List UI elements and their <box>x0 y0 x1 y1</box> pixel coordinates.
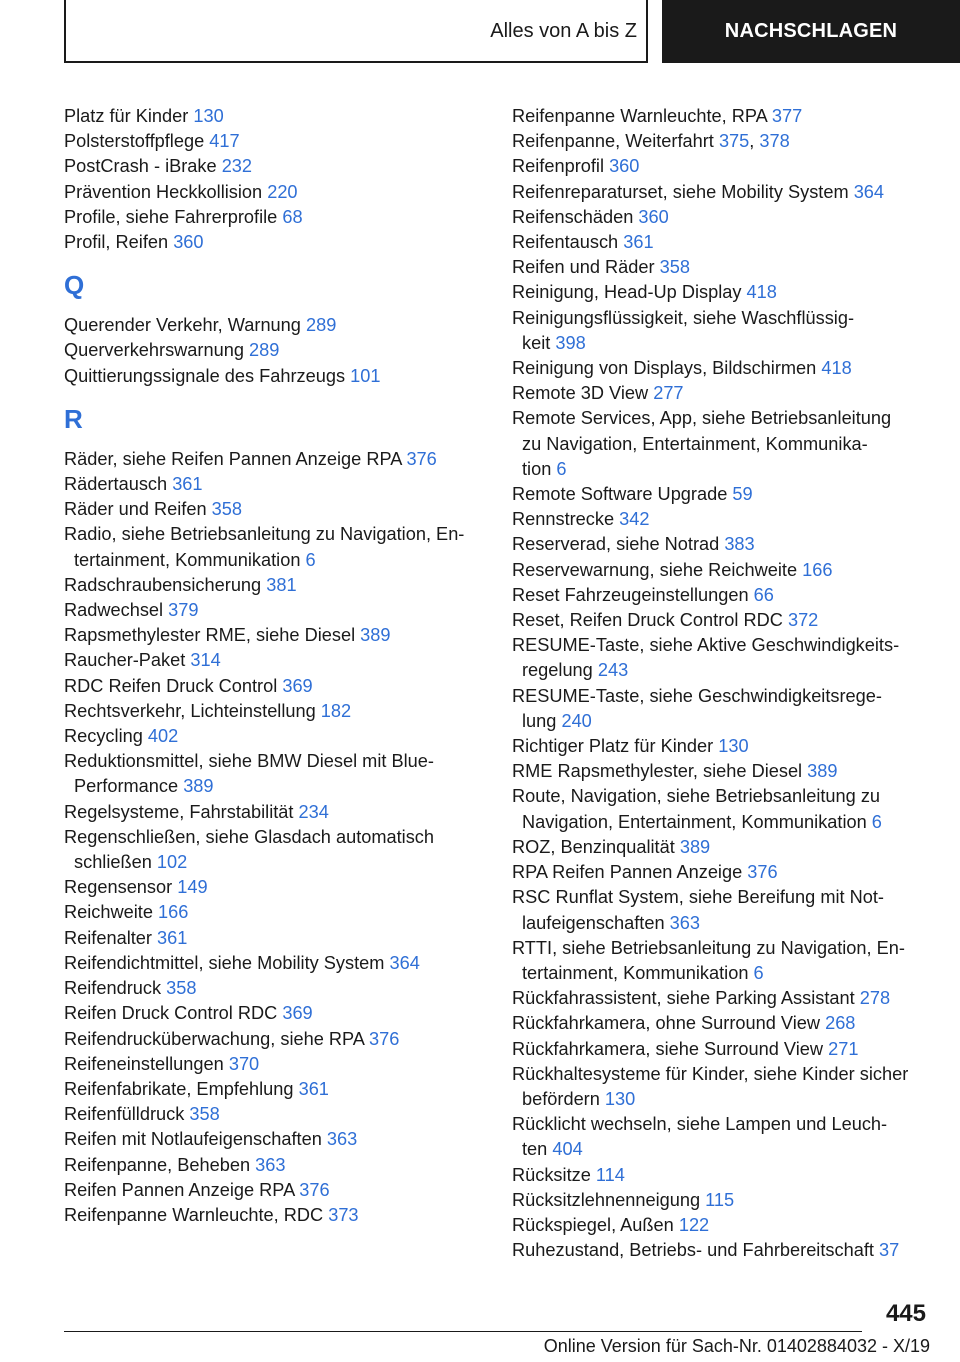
index-entry <box>64 1027 484 1052</box>
index-entry <box>64 1127 484 1152</box>
index-entry <box>64 1077 484 1102</box>
index-entry <box>64 1052 484 1077</box>
entry-text: schließen <box>74 852 152 873</box>
entry-text: Reifenschäden <box>512 206 634 227</box>
index-entry <box>64 154 484 179</box>
entry-text: Reservewarnung, siehe Reichweite <box>512 559 798 580</box>
page-link[interactable]: 376 <box>747 862 778 883</box>
index-entry <box>512 784 932 834</box>
entry-text: Remote Software Upgrade <box>512 484 728 505</box>
page-link[interactable]: 381 <box>266 574 297 595</box>
entry-text: Regensensor <box>64 877 173 898</box>
index-entry <box>512 532 932 557</box>
entry-text: Polsterstoffpflege <box>64 131 205 152</box>
page-link[interactable]: 360 <box>638 206 669 227</box>
entry-text: PostCrash - iBrake <box>64 156 217 177</box>
entry-text: tertainment, Kommunikation <box>74 549 301 570</box>
page-link[interactable]: 130 <box>193 106 224 126</box>
page-link[interactable]: 114 <box>595 1164 625 1185</box>
page-link[interactable]: 418 <box>821 358 852 379</box>
index-entry <box>512 1037 932 1062</box>
entry-text: RESUME-Taste, siehe Geschwindigkeitsrege- <box>512 685 882 706</box>
index-entry <box>64 976 484 1001</box>
index-entry <box>512 104 932 129</box>
index-entry <box>64 447 484 472</box>
index-entry <box>512 558 932 583</box>
page-link[interactable]: 59 <box>732 484 753 505</box>
page-link[interactable]: 361 <box>298 1078 329 1099</box>
entry-text: Reichweite <box>64 902 153 923</box>
index-entry <box>64 1102 484 1127</box>
page-link[interactable]: 389 <box>807 761 838 782</box>
page-link[interactable]: 232 <box>221 156 253 177</box>
entry-text: Reduktionsmittel, siehe BMW Diesel mit Blue- <box>64 751 434 772</box>
entry-text: RESUME-Taste, siehe Aktive Geschwindigkeits- <box>512 635 900 656</box>
page-link[interactable]: 369 <box>282 1003 313 1024</box>
index-entry <box>64 926 484 951</box>
entry-text: Räder und Reifen <box>64 499 207 520</box>
index-entry <box>512 482 932 507</box>
entry-text: Remote 3D View <box>512 383 649 404</box>
page-link[interactable]: 363 <box>669 912 701 933</box>
index-entry <box>512 406 932 482</box>
page-link[interactable]: 6 <box>871 811 882 832</box>
page-link[interactable]: 417 <box>209 131 240 152</box>
entry-text: Reifen Pannen Anzeige RPA <box>64 1179 295 1200</box>
section-tab-nachschlagen: NACHSCHLAGEN <box>662 0 960 63</box>
page-link[interactable]: 364 <box>853 181 885 202</box>
index-entry <box>64 699 484 724</box>
index-entry <box>512 1062 932 1112</box>
page-link[interactable]: 358 <box>166 978 197 999</box>
index-entry: Reifenpanne, Weiterfahrt 375, 378 <box>512 131 790 152</box>
page-link[interactable]: 373 <box>328 1204 359 1225</box>
page-link[interactable]: 130 <box>604 1088 636 1109</box>
entry-text: Navigation, Entertainment, Kommunikation <box>522 811 867 832</box>
entry-text: befördern <box>522 1088 600 1109</box>
page-link[interactable]: 361 <box>157 927 188 948</box>
entry-text: Reserverad, siehe Notrad <box>512 534 720 555</box>
page-link[interactable]: 6 <box>305 549 316 570</box>
entry-text: Performance <box>74 776 179 797</box>
page-link[interactable]: 314 <box>190 650 221 671</box>
entry-text: Reifen Druck Control RDC <box>64 1003 278 1024</box>
index-letter-heading: Q <box>64 270 85 301</box>
index-entry <box>512 1163 932 1188</box>
page-link[interactable]: 268 <box>825 1013 856 1034</box>
index-entry <box>512 936 932 986</box>
page-link[interactable]: 379 <box>168 600 199 621</box>
entry-text: Rücksitzlehnenneigung <box>512 1189 701 1210</box>
index-entry <box>64 180 484 205</box>
index-entry <box>512 1011 932 1036</box>
index-column-right <box>512 104 932 1263</box>
page-link[interactable]: 376 <box>406 448 437 469</box>
index-entry <box>512 885 932 935</box>
page-link[interactable]: 278 <box>859 988 891 1009</box>
index-entry <box>512 381 932 406</box>
index-entry <box>64 338 484 363</box>
index-entry <box>64 573 484 598</box>
page-link[interactable]: 418 <box>746 282 777 303</box>
index-entry <box>64 875 484 900</box>
page-link[interactable]: 377 <box>771 106 803 126</box>
entry-text: Quittierungssignale des Fahrzeugs <box>64 365 346 386</box>
index-entry <box>64 724 484 749</box>
index-entry <box>512 306 932 356</box>
page-link[interactable]: 243 <box>597 660 629 681</box>
index-entry <box>64 1203 484 1228</box>
entry-text: Reinigung, Head-Up Display <box>512 282 742 303</box>
entry-text: Rückfahrassistent, siehe Parking Assistant <box>512 988 855 1009</box>
page-number: 445 <box>885 1300 926 1327</box>
index-entry <box>64 598 484 623</box>
index-entry <box>64 825 484 875</box>
entry-text: RPA Reifen Pannen Anzeige <box>512 862 743 883</box>
page-link[interactable]: 370 <box>228 1053 260 1074</box>
page-link[interactable]: 101 <box>350 365 381 386</box>
index-entry <box>64 129 484 154</box>
index-entry <box>512 860 932 885</box>
page-link[interactable]: 358 <box>189 1104 220 1125</box>
entry-text: Ruhezustand, Betriebs- und Fahrbereitschaft <box>512 1240 874 1261</box>
index-letter-heading: R <box>64 403 83 434</box>
page-link[interactable]: 115 <box>705 1189 735 1210</box>
page-link[interactable]: 102 <box>156 852 188 873</box>
entry-text: Reifenfülldruck <box>64 1104 185 1125</box>
page-link[interactable]: 66 <box>753 584 774 605</box>
entry-text: Rapsmethylester RME, siehe Diesel <box>64 625 356 646</box>
entry-text: RTTI, siehe Betriebsanleitung zu Navigation, En- <box>512 937 905 958</box>
page-link[interactable]: 240 <box>561 710 592 731</box>
entry-text: Reifenprofil <box>512 156 604 177</box>
entry-text: lung <box>522 710 557 731</box>
entry-text: Reifendruck <box>64 978 162 999</box>
index-entry <box>64 674 484 699</box>
index-entry <box>64 749 484 799</box>
entry-text: Reinigung von Displays, Bildschirmen <box>512 358 817 379</box>
entry-text: Rücksitze <box>512 1164 591 1185</box>
entry-text: keit <box>522 332 551 353</box>
page-link[interactable]: 166 <box>158 902 189 923</box>
index-entry <box>512 230 932 255</box>
entry-text: Profile, siehe Fahrerprofile <box>64 206 278 227</box>
index-entry <box>64 1001 484 1026</box>
page-link[interactable]: 404 <box>552 1139 583 1160</box>
index-entry <box>64 364 484 389</box>
entry-text: Reifen mit Notlaufeigenschaften <box>64 1129 322 1150</box>
entry-text: Regelsysteme, Fahrstabilität <box>64 801 294 822</box>
entry-text: Radschraubensicherung <box>64 574 262 595</box>
index-entry <box>64 313 484 338</box>
page-link[interactable]: 378 <box>759 131 790 152</box>
entry-text: Reifen und Räder <box>512 257 655 278</box>
entry-text: tertainment, Kommunikation <box>522 962 749 983</box>
index-entry <box>512 684 932 734</box>
entry-text: Rücklicht wechseln, siehe Lampen und Leuch- <box>512 1114 888 1135</box>
entry-text: Reifenfabrikate, Empfehlung <box>64 1078 294 1099</box>
entry-text: RDC Reifen Druck Control <box>64 675 278 696</box>
index-entry <box>512 734 932 759</box>
index-entry <box>64 648 484 673</box>
index-entry <box>512 986 932 1011</box>
page-link[interactable]: 6 <box>753 962 764 983</box>
page-link[interactable]: 182 <box>320 700 352 721</box>
index-entry <box>512 633 932 683</box>
index-entry <box>64 951 484 976</box>
entry-text: ten <box>522 1139 548 1160</box>
entry-text: Reifenalter <box>64 927 152 948</box>
page-link[interactable]: 360 <box>609 156 640 177</box>
entry-text: Raucher-Paket <box>64 650 186 671</box>
page-link[interactable]: 277 <box>653 383 684 404</box>
entry-text: RME Rapsmethylester, siehe Diesel <box>512 761 803 782</box>
entry-text: Recycling <box>64 726 143 747</box>
entry-text: Reifenreparaturset, siehe Mobility System <box>512 181 849 202</box>
entry-text: tion <box>522 458 552 479</box>
page-link[interactable]: 358 <box>659 257 690 278</box>
page-link[interactable]: 361 <box>623 232 654 253</box>
entry-text: Räder, siehe Reifen Pannen Anzeige RPA <box>64 448 402 469</box>
index-entry <box>64 1178 484 1203</box>
entry-text: laufeigenschaften <box>522 912 665 933</box>
page-link[interactable]: 289 <box>305 315 337 336</box>
entry-text: Reset Fahrzeugeinstellungen <box>512 584 749 605</box>
chapter-subtitle: Alles von A bis Z <box>490 20 637 42</box>
index-entry <box>64 230 484 255</box>
index-entry <box>512 205 932 230</box>
page-link[interactable]: 389 <box>360 625 391 646</box>
entry-text: Reifenpanne Warnleuchte, RPA <box>512 106 767 126</box>
index-entry <box>64 1153 484 1178</box>
online-version-note: Online Version für Sach-Nr. 01402884032 - X/19 <box>543 1336 930 1356</box>
page-link[interactable]: 364 <box>389 952 420 973</box>
page-link[interactable]: 369 <box>282 675 313 696</box>
entry-text: Reset, Reifen Druck Control RDC <box>512 610 783 631</box>
page-link[interactable]: 149 <box>177 877 208 898</box>
page-link[interactable]: 389 <box>183 776 214 797</box>
page-link[interactable]: 375 <box>718 131 750 152</box>
index-entry <box>512 180 932 205</box>
entry-text: Profil, Reifen <box>64 232 169 253</box>
page-link[interactable]: 130 <box>718 736 749 757</box>
entry-text: Reifenpanne Warnleuchte, RDC <box>64 1204 324 1225</box>
index-entry <box>64 472 484 497</box>
index-entry <box>512 255 932 280</box>
entry-text: Rückfahrkamera, siehe Surround View <box>512 1038 824 1059</box>
entry-text: Prävention Heckkollision <box>64 181 263 202</box>
index-entry <box>64 800 484 825</box>
entry-text: Reifenpanne, Beheben <box>64 1154 251 1175</box>
entry-text: Radwechsel <box>64 600 164 621</box>
page-link[interactable]: 166 <box>802 559 833 580</box>
page-link[interactable]: 68 <box>282 206 303 227</box>
page-link[interactable]: 37 <box>879 1240 900 1261</box>
entry-text: Reifentausch <box>512 232 619 253</box>
index-entry <box>512 1238 932 1263</box>
index-entry <box>512 1213 932 1238</box>
page-link[interactable]: 234 <box>298 801 329 822</box>
entry-text: Rädertausch <box>64 474 168 495</box>
page-link[interactable]: 122 <box>678 1214 710 1235</box>
index-entry <box>512 1188 932 1213</box>
index-entry <box>64 900 484 925</box>
entry-text: Richtiger Platz für Kinder <box>512 736 714 757</box>
entry-text: Rückfahrkamera, ohne Surround View <box>512 1013 821 1034</box>
page-link[interactable]: 342 <box>619 509 650 530</box>
entry-text: Querverkehrswarnung <box>64 340 244 361</box>
index-entry <box>64 497 484 522</box>
page-link[interactable]: 376 <box>299 1179 330 1200</box>
page-link[interactable]: 360 <box>173 232 204 253</box>
index-column-left <box>64 104 484 1228</box>
entry-text: Reifendrucküberwachung, siehe RPA <box>64 1028 364 1049</box>
entry-text: Remote Services, App, siehe Betriebsanleitung <box>512 408 892 429</box>
entry-text: Rückspiegel, Außen <box>512 1214 674 1235</box>
index-entry <box>512 835 932 860</box>
index-entry <box>512 608 932 633</box>
entry-text: Route, Navigation, siehe Betriebsanleitung zu <box>512 786 881 807</box>
entry-text: Reifenpanne, Weiterfahrt <box>512 131 714 152</box>
page-link[interactable]: 383 <box>724 534 755 555</box>
index-entry <box>512 759 932 784</box>
page-link[interactable]: 363 <box>326 1129 358 1150</box>
page-link[interactable]: 6 <box>556 458 567 479</box>
index-entry <box>64 522 484 572</box>
page-link[interactable]: 402 <box>147 726 179 747</box>
page-link[interactable]: 376 <box>369 1028 400 1049</box>
page-link[interactable]: 271 <box>828 1038 859 1059</box>
page-link[interactable]: 363 <box>255 1154 286 1175</box>
entry-text: Platz für Kinder <box>64 106 189 126</box>
entry-text: Rennstrecke <box>512 509 615 530</box>
entry-text: Reifeneinstellungen <box>64 1053 224 1074</box>
page-link[interactable]: 361 <box>172 474 203 495</box>
page-link[interactable]: 398 <box>555 332 586 353</box>
page-link[interactable]: 372 <box>787 610 819 631</box>
entry-text: Radio, siehe Betriebsanleitung zu Navigation, En- <box>64 524 465 545</box>
page-link[interactable]: 389 <box>679 836 711 857</box>
entry-text: Reinigungsflüssigkeit, siehe Waschflüssig- <box>512 307 855 328</box>
entry-text: zu Navigation, Entertainment, Kommunika- <box>522 433 868 454</box>
index-entry <box>512 356 932 381</box>
index-entry <box>512 1112 932 1162</box>
entry-text: Rechtsverkehr, Lichteinstellung <box>64 700 316 721</box>
entry-text: Querender Verkehr, Warnung <box>64 315 301 336</box>
index-entry <box>64 623 484 648</box>
page-link[interactable]: 220 <box>267 181 298 202</box>
entry-text: Rückhaltesysteme für Kinder, siehe Kinder sicher <box>512 1063 909 1084</box>
index-entry <box>512 280 932 305</box>
entry-text: Reifendichtmittel, siehe Mobility System <box>64 952 385 973</box>
entry-text: RSC Runflat System, siehe Bereifung mit Not- <box>512 887 884 908</box>
index-entry <box>512 154 932 179</box>
page-link[interactable]: 289 <box>249 340 280 361</box>
index-entry <box>64 104 484 129</box>
index-entry <box>512 507 932 532</box>
page-link[interactable]: 358 <box>211 499 242 520</box>
entry-text: ROZ, Benzinqualität <box>512 836 675 857</box>
footer-divider <box>64 1331 862 1332</box>
entry-text: Regenschließen, siehe Glasdach automatisch <box>64 826 435 847</box>
entry-text: regelung <box>522 660 593 681</box>
index-entry <box>64 205 484 230</box>
index-entry <box>512 583 932 608</box>
